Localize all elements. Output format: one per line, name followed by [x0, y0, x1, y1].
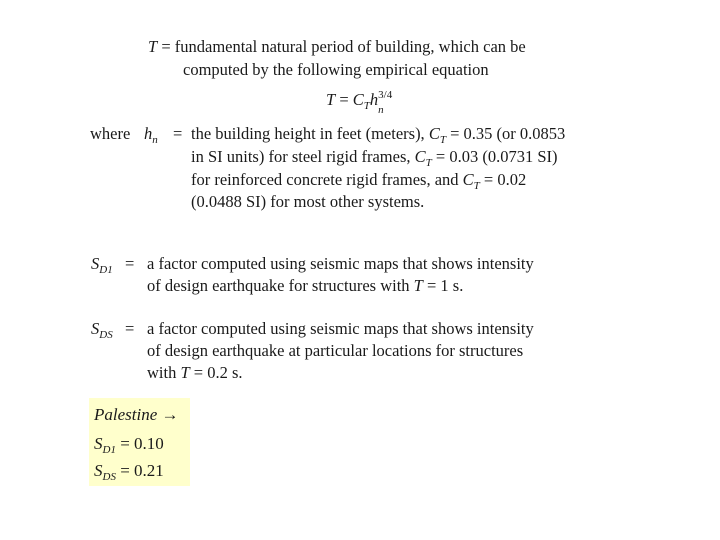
sds-definition-line-1: a factor computed using seismic maps that shows intensity	[147, 319, 534, 338]
eq-c: C	[352, 90, 364, 109]
hn-equals: =	[173, 124, 183, 143]
hn-definition-line-3: for reinforced concrete rigid frames, and $C_T = 0.02$	[191, 170, 527, 192]
sd1-definition-line-2: of design earthquake for structures with T = 1 s.	[147, 276, 464, 295]
palestine-title: Palestine →	[94, 405, 179, 424]
t-definition-line-2: computed by the following empirical equation	[183, 60, 489, 79]
eq-lhs: T	[326, 90, 336, 109]
palestine-sd1-value: $S_{D1} = 0.10$	[94, 434, 164, 456]
hn-definition-line-2: in SI units) for steel rigid frames, $C_T = 0.03$ (0.0731 SI)	[191, 147, 558, 169]
hn-symbol: $h_n$	[144, 124, 158, 146]
eq-h-sub: n	[378, 104, 384, 116]
t-definition-text: fundamental natural period of building, which can be	[174, 37, 526, 56]
where-label: where	[90, 124, 131, 143]
palestine-values-box	[89, 398, 190, 486]
sds-equals: =	[125, 319, 135, 338]
sd1-definition-line-1: a factor computed using seismic maps that shows intensity	[147, 254, 534, 273]
sds-definition-line-3: with T = 0.2 s.	[147, 363, 243, 382]
hn-definition-line-1: the building height in feet (meters), $C_T = 0.35$ (or 0.0853	[191, 124, 566, 146]
eq-h: h	[369, 90, 379, 109]
empirical-equation	[326, 89, 393, 116]
right-arrow-icon: →	[161, 405, 179, 424]
sds-definition-line-2: of design earthquake at particular locations for structures	[147, 341, 524, 360]
sds-symbol: $S_{DS}$	[91, 319, 113, 341]
sd1-symbol: $S_{D1}$	[91, 254, 113, 276]
t-definition-line-1	[148, 39, 526, 56]
eq-c-sub: T	[363, 100, 370, 112]
eq-h-exponent: 3/4	[378, 89, 393, 101]
sd1-equals: =	[125, 254, 135, 273]
palestine-sds-value: $S_{DS} = 0.21$	[94, 461, 164, 483]
t-symbol: T	[148, 37, 158, 56]
equals-sign: =	[161, 37, 171, 56]
eq-equals: =	[339, 90, 349, 109]
hn-definition-line-4: (0.0488 SI) for most other systems.	[191, 192, 425, 211]
